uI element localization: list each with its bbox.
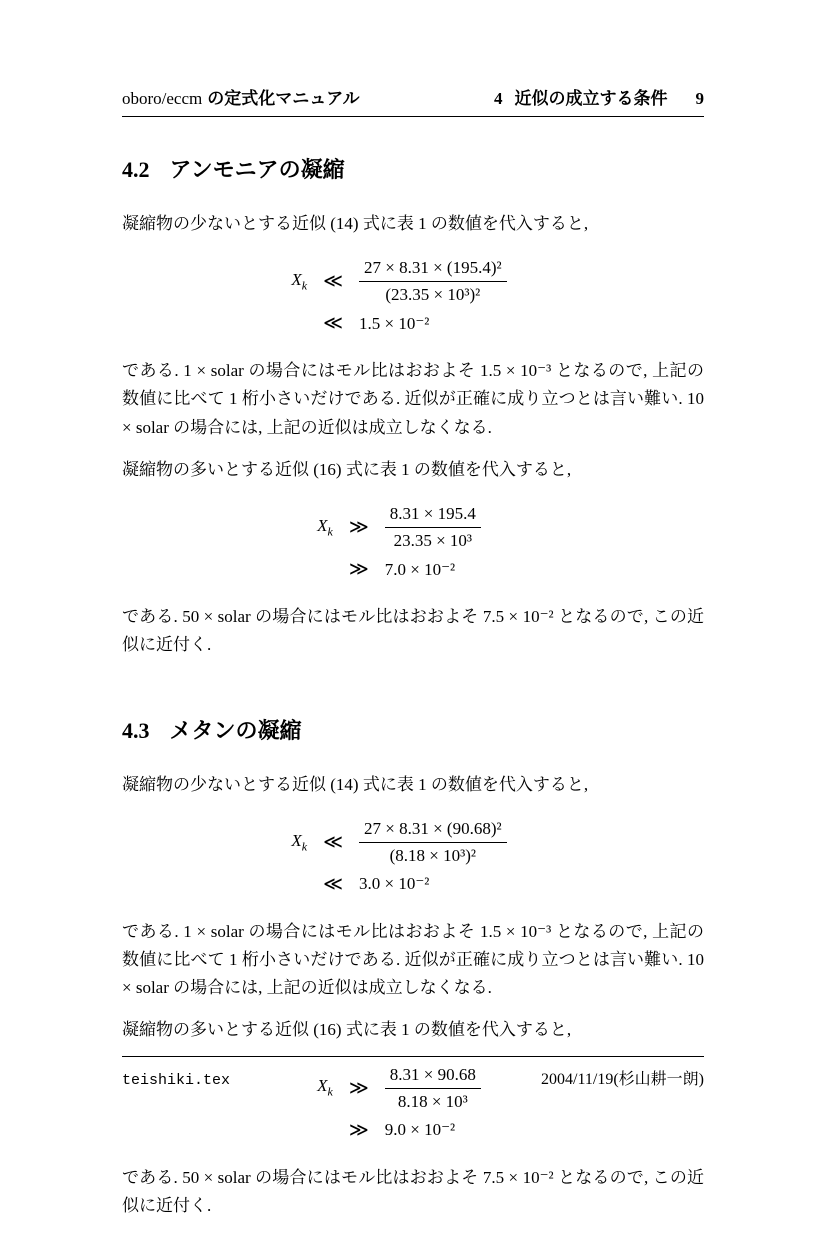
equation-lhs [317, 516, 333, 539]
paragraph-few-intro: 凝縮物の少ないとする近似 (14) 式に表 1 の数値を代入すると, [122, 774, 589, 794]
header-section-title: 近似の成立する条件 [514, 89, 668, 108]
fraction-denominator: 23.35 × 10³ [385, 527, 481, 551]
math-subscript: k [301, 838, 308, 853]
paragraph-many-intro: 凝縮物の多いとする近似 (16) 式に表 1 の数値を代入すると, [122, 459, 572, 479]
running-header-left [122, 84, 360, 109]
running-header [122, 84, 704, 117]
paragraph-few-discussion: である. 1 × solar の場合にはモル比はおおよそ 1.5 × 10⁻³ となるので, 上記の数値に比べて 1 桁小さいだけである. 近似が正確に成り立つとは言い難い. 10 × solar の場合には, 上記の近似は成立しなくなる. [122, 361, 704, 437]
equation-lhs [291, 831, 307, 854]
equation-grid [291, 819, 506, 896]
fraction-numerator: 8.31 × 90.68 [389, 1064, 476, 1084]
paragraph-many-discussion: である. 50 × solar の場合にはモル比はおおよそ 7.5 × 10⁻² となるので, この近似に近付く. [122, 1167, 704, 1215]
equation-result: 7.0 × 10⁻² [384, 559, 456, 579]
much-greater-than-symbol: ≫ [348, 517, 369, 539]
fraction-denominator: (23.35 × 10³)² [359, 281, 507, 305]
running-header-right [494, 84, 704, 109]
page-number: 9 [695, 89, 704, 108]
fraction [385, 504, 481, 551]
section-number: 4.2 [122, 157, 150, 182]
equation-fraction [385, 504, 481, 551]
equation-ammonia-many [122, 504, 704, 581]
fraction-numerator: 27 × 8.31 × (90.68)² [364, 818, 502, 838]
section-heading-ammonia [122, 153, 704, 184]
fraction [359, 819, 507, 866]
equation-methane-few [122, 819, 704, 896]
equation-grid [291, 258, 506, 335]
math-variable: X [291, 830, 302, 850]
much-less-than-symbol: ≪ [323, 271, 343, 293]
paragraph-many-discussion: である. 50 × solar の場合にはモル比はおおよそ 7.5 × 10⁻² となるので, この近似に近付く. [122, 607, 704, 655]
equation-result: 1.5 × 10⁻² [359, 313, 430, 333]
much-less-than-symbol: ≪ [323, 873, 343, 895]
much-greater-than-symbol: ≫ [348, 559, 369, 581]
paragraph-many-intro: 凝縮物の多いとする近似 (16) 式に表 1 の数値を代入すると, [122, 1020, 572, 1040]
section-number: 4.3 [122, 717, 150, 743]
fraction-denominator: 8.18 × 10³ [385, 1088, 481, 1112]
math-subscript: k [301, 278, 308, 293]
much-less-than-symbol: ≪ [323, 313, 343, 335]
manual-name-latin: oboro/eccm [122, 89, 203, 108]
fraction-numerator: 8.31 × 195.4 [389, 504, 476, 524]
math-subscript: k [327, 524, 333, 539]
equation-fraction [359, 258, 507, 305]
page-footer [122, 1056, 704, 1089]
equation-lhs [291, 270, 307, 293]
much-greater-than-symbol: ≫ [348, 1119, 369, 1141]
much-greater-than-symbol: ≫ [348, 1077, 369, 1099]
equation-grid [317, 504, 481, 581]
fraction-denominator: (8.18 × 10³)² [359, 842, 507, 866]
footer-filename: teishiki.tex [122, 1072, 231, 1089]
equation-ammonia-few [122, 258, 704, 335]
equation-result: 3.0 × 10⁻² [359, 874, 430, 894]
equation-fraction [359, 819, 507, 866]
paragraph-few-discussion: である. 1 × solar の場合にはモル比はおおよそ 1.5 × 10⁻³ となるので, 上記の数値に比べて 1 桁小さいだけである. 近似が正確に成り立つとは言い難い. 10 × solar の場合には, 上記の近似は成立しなくなる. [122, 921, 704, 998]
equation-result: 9.0 × 10⁻² [384, 1120, 456, 1140]
section-title: メタンの凝縮 [169, 717, 302, 743]
much-less-than-symbol: ≪ [323, 831, 343, 853]
math-variable: X [317, 515, 328, 535]
math-variable: X [291, 270, 302, 290]
manual-name-jp: の定式化マニュアル [207, 89, 360, 108]
math-variable: X [317, 1076, 328, 1096]
footer-date-author: 2004/11/19(杉山耕一朗) [541, 1071, 704, 1088]
paragraph-few-intro: 凝縮物の少ないとする近似 (14) 式に表 1 の数値を代入すると, [122, 214, 589, 233]
section-heading-methane [122, 714, 704, 745]
section-title: アンモニアの凝縮 [169, 157, 345, 182]
fraction [359, 258, 507, 305]
fraction-numerator: 27 × 8.31 × (195.4)² [364, 258, 502, 278]
header-section-number: 4 [494, 89, 503, 108]
math-subscript: k [327, 1084, 333, 1099]
